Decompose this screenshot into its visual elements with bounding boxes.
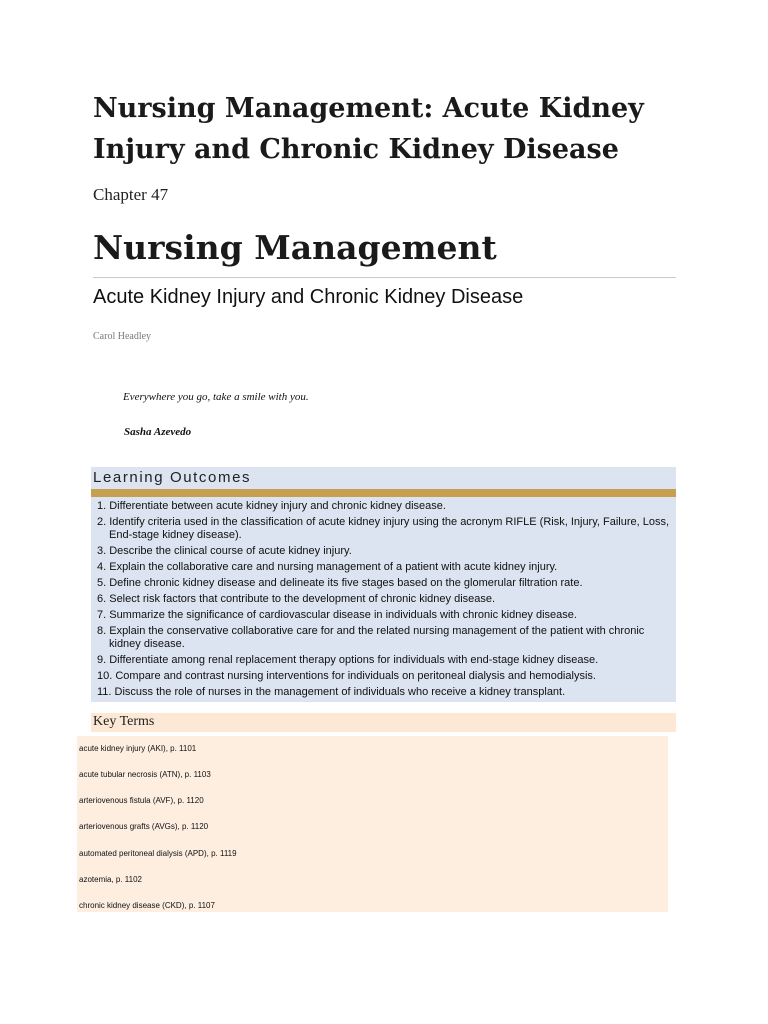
key-term-item: arteriovenous grafts (AVGs), p. 1120 <box>79 822 209 831</box>
learning-outcomes-title: Learning Outcomes <box>93 469 252 486</box>
key-terms-header <box>91 713 676 732</box>
learning-outcomes-header <box>91 467 676 489</box>
epigraph-author: Sasha Azevedo <box>124 426 192 438</box>
outcome-item: 10. Compare and contrast nursing interventions for individuals on peritoneal dialysis and hemodialysis. <box>97 670 596 682</box>
outcome-item: 1. Differentiate between acute kidney injury and chronic kidney disease. <box>97 500 446 512</box>
section-heading: Nursing Management <box>93 228 497 267</box>
outcome-item: 4. Explain the collaborative care and nursing management of a patient with acute kidney injury. <box>97 561 558 573</box>
outcome-item: 8. Explain the conservative collaborative care for and the related nursing management of the patient with chronic kidney disease. <box>97 625 645 650</box>
outcome-item: 5. Define chronic kidney disease and delineate its five stages based on the glomerular filtration rate. <box>97 577 583 589</box>
key-term-item: chronic kidney disease (CKD), p. 1107 <box>79 901 215 910</box>
learning-outcomes-box <box>91 497 676 702</box>
key-term-item: acute kidney injury (AKI), p. 1101 <box>79 744 197 753</box>
learning-outcomes-accent-bar <box>91 489 676 497</box>
key-term-item: azotemia, p. 1102 <box>79 875 143 884</box>
key-terms-box <box>77 736 668 912</box>
learning-outcomes-list <box>91 497 676 699</box>
key-terms-title: Key Terms <box>93 714 155 729</box>
chapter-label: Chapter 47 <box>93 185 169 204</box>
key-term-item: arteriovenous fistula (AVF), p. 1120 <box>79 796 204 805</box>
outcome-item: 2. Identify criteria used in the classification of acute kidney injury using the acronym RIFLE (Risk, Injury, Failure, Loss, End-stage kidney disease). <box>97 516 670 541</box>
document-title: Nursing Management: Acute Kidney Injury and Chronic Kidney Disease <box>93 93 644 165</box>
heading-divider <box>93 277 676 278</box>
key-term-item: automated peritoneal dialysis (APD), p. 1119 <box>79 849 237 858</box>
section-subtitle: Acute Kidney Injury and Chronic Kidney Disease <box>93 286 524 308</box>
outcome-item: 9. Differentiate among renal replacement therapy options for individuals with end-stage kidney disease. <box>97 654 599 666</box>
author-name: Carol Headley <box>93 331 152 342</box>
outcome-item: 11. Discuss the role of nurses in the management of individuals who receive a kidney transplant. <box>97 686 566 698</box>
outcome-item: 6. Select risk factors that contribute to the development of chronic kidney disease. <box>97 593 496 605</box>
outcome-item: 7. Summarize the significance of cardiovascular disease in individuals with chronic kidney disease. <box>97 609 577 621</box>
key-term-item: acute tubular necrosis (ATN), p. 1103 <box>79 770 211 779</box>
epigraph-quote: Everywhere you go, take a smile with you. <box>123 391 309 403</box>
outcome-item: 3. Describe the clinical course of acute kidney injury. <box>97 545 352 557</box>
